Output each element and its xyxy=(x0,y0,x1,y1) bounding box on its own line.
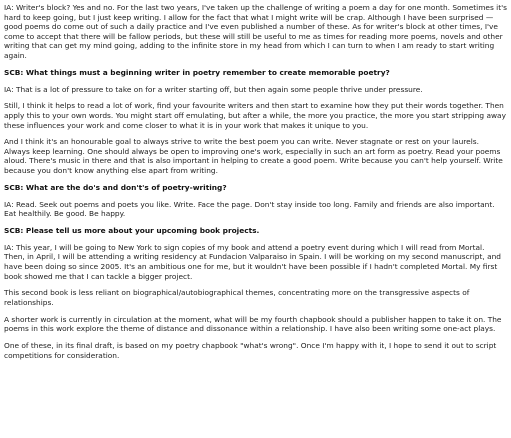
answer-writers-block: IA: Writer's block? Yes and no. For the last two years, I've taken up the challenge of writing a poem a day for one month. Sometimes it's hard to keep going, but I just keep writing. I allow for the fact that what I might write will be crap. Although I have been surprised — good poems do come out of such a daily practice and I've even published a number of these. As for writer's block at other times, I've come to accept that there will be fallow periods, but these will still be useful to me as times for reading more poems, novels and other writing that can get my mind going, adding to the infinite store in my head from which I can turn to when I am ready to start writing again. xyxy=(4,3,508,60)
question-book-projects: SCB: Please tell us more about your upcoming book projects. xyxy=(4,226,260,235)
question-beginning-writer: SCB: What things must a beginning writer in poetry remember to create memorable poetry? xyxy=(4,67,390,77)
interview-text xyxy=(4,3,507,367)
answer-dos-and-donts: IA: Read. Seek out poems and poets you like. Write. Face the page. Don't stay inside too long. Family and friends are also important. Eat healthily. Be good. Be happy. xyxy=(4,199,495,219)
question-dos-and-donts: SCB: What are the do's and don't's of poetry-writing? xyxy=(4,182,227,192)
answer-new-york: IA: This year, I will be going to New York to sign copies of my book and attend a poetry event during which I will read from Mortal. Then, in April, I will be attending a writing residency at Fundacion Valparaiso in Spain. I will be working on my second manuscript, and have been doing so since 2005. It's an ambitious one for me, but it wouldn't have been possible if I hadn't completed Mortal. My first book showed me that I can tackle a bigger project. xyxy=(4,242,501,281)
answer-read-work: Still, I think it helps to read a lot of work, find your favourite writers and then start to examine how they put their words together. Then apply this to your own words. You might start off emulating, but after a while, the more you practice, the more you start stripping away these influences your work and come closer to what it is in your work that makes it unique to you. xyxy=(4,101,506,130)
answer-final-draft: One of these, in its final draft, is based on my poetry chapbook "what's wrong". Once I'm happy with it, I hope to send it out to script competitions for consideration. xyxy=(4,341,497,360)
answer-honourable-goal: And I think it's an honourable goal to always strive to write the best poem you can write. Never stagnate or rest on your laurels. Always keep learning. One should always be open to improving one's work, especially in such an art form as poetry. Read your poems aloud. There's music in there and that is also important in helping to create a good poem. Write because you can't help yourself. Write because you don't know anything else apart from writing. xyxy=(4,137,503,176)
answer-shorter-work: A shorter work is currently in circulation at the moment, what will be my fourth chapbook should a publisher happen to take it on. The poems in this work explore the theme of distance and dissonance within a relationship. I have also been writing some one-act plays. xyxy=(4,314,502,334)
answer-second-book: This second book is less reliant on biographical/autobiographical themes, concentrating more on the transgressive aspects of relationships. xyxy=(4,288,470,307)
answer-pressure: IA: That is a lot of pressure to take on for a writer starting off, but then again some people thrive under pressure. xyxy=(4,84,423,94)
